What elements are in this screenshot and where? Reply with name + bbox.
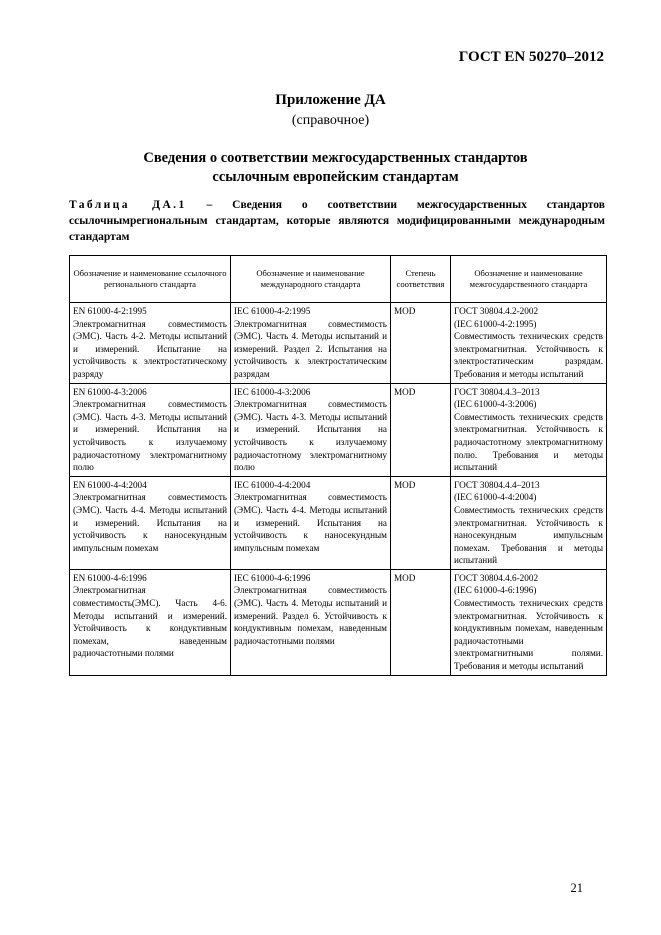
interstate-ref: (IEC 61000-4-2:1995) xyxy=(454,318,537,329)
header-interstate: Обозначение и наименование межгосударственного стандарта xyxy=(451,256,607,303)
cell-regional xyxy=(70,383,231,476)
annex-subtitle: (справочное) xyxy=(291,113,370,128)
correspondence-table xyxy=(69,255,607,676)
interstate-desc: Совместимость технических средств электромагнитная. Устойчивость к электростатическим разрядам. Требования и методы испытаний xyxy=(454,331,603,379)
annex-title: Приложение ДА xyxy=(275,92,386,108)
interstate-ref: (IEC 61000-4-4:2004) xyxy=(454,492,537,503)
regional-desc: Электромагнитная совместимость(ЭМС). Часть 4-6. Методы испытаний и измерений. Устойчивость к кондуктивным помехам, наведенным радиочастотными полями xyxy=(73,585,227,659)
header-regional: Обозначение и наименование ссылочного регионального стандарта xyxy=(70,256,231,303)
intl-code: IEC 61000-4-3:2006 xyxy=(234,386,311,397)
interstate-desc: Совместимость технических средств электромагнитная. Устойчивость к наносекундным импульсным помехам. Требования и методы испытаний xyxy=(454,504,603,566)
intl-desc: Электромагнитная совместимость (ЭМС). Часть 4. Методы испытаний и измерений. Раздел 2. Испытания на устойчивость к электростатическим разрядам xyxy=(234,318,387,379)
page-number: 21 xyxy=(570,881,583,895)
header-degree: Степень соответствия xyxy=(391,256,451,303)
table-row xyxy=(70,476,607,569)
intl-desc: Электромагнитная совместимость (ЭМС). Часть 4-4. Методы испытаний и измерений. Испытания на устойчивость к наносекундным импульсным помехам xyxy=(234,492,387,553)
intl-desc: Электромагнитная совместимость (ЭМС). Часть 4. Методы испытаний и измерений. Раздел 6. Устойчивость к кондуктивным помехам, наведенным радиочастотными полями xyxy=(234,585,387,646)
cell-international xyxy=(231,569,391,675)
table-caption xyxy=(69,197,605,245)
cell-international xyxy=(231,383,391,476)
doc-code: ГОСТ EN 50270–2012 xyxy=(458,49,604,65)
intl-code: IEC 61000-4-6:1996 xyxy=(234,572,311,583)
interstate-desc: Совместимость технических средств электромагнитная. Устойчивость к кондуктивным помехам, наведенным радиочастотными электромагнитными полями. Требования и методы испытаний xyxy=(454,598,603,672)
regional-desc: Электромагнитная совместимость (ЭМС). Часть 4-4. Методы испытаний и измерений. Испытания на устойчивость к наносекундным импульсным помехам xyxy=(73,492,227,553)
cell-interstate xyxy=(451,383,607,476)
interstate-code: ГОСТ 30804.4.3–2013 xyxy=(454,386,540,397)
cell-degree: MOD xyxy=(391,383,451,476)
heading-line-2: ссылочным европейским стандартам xyxy=(212,169,459,185)
cell-international xyxy=(231,476,391,569)
regional-code: EN 61000-4-2:1995 xyxy=(73,306,147,316)
interstate-ref: (IEC 61000-4-6:1996) xyxy=(454,585,537,596)
interstate-code: ГОСТ 30804.4.4–2013 xyxy=(454,479,540,490)
cell-regional xyxy=(70,303,231,384)
section-heading xyxy=(110,149,561,187)
cell-regional xyxy=(70,476,231,569)
cell-interstate xyxy=(451,476,607,569)
interstate-desc: Совместимость технических средств электромагнитная. Устойчивость к радиочастотному электромагнитному полю. Требования и методы испытаний xyxy=(454,411,603,473)
cell-interstate xyxy=(451,569,607,675)
cell-regional xyxy=(70,569,231,675)
table-row xyxy=(70,383,607,476)
intl-desc: Электромагнитная совместимость (ЭМС). Часть 4-3. Методы испытаний и измерений. Испытания на устойчивость к излучаемому радиочастотному электромагнитному полю xyxy=(234,399,387,473)
heading-line-1: Сведения о соответствии межгосударственных стандартов xyxy=(143,150,528,166)
table-row xyxy=(70,569,607,675)
cell-degree: MOD xyxy=(391,303,451,384)
cell-degree: MOD xyxy=(391,476,451,569)
regional-desc: Электромагнитная совместимость (ЭМС). Часть 4-2. Методы испытаний и измерений. Испытание на устойчивость к электростатическому разряду xyxy=(73,318,227,379)
cell-degree: MOD xyxy=(391,569,451,675)
table-row xyxy=(70,303,607,384)
table-caption-text: – Сведения о соответствии межгосударственных стандартов ссылочнымрегиональным стандартам, которые являются модифицированными международным стандартам xyxy=(69,199,605,243)
regional-code: EN 61000-4-6:1996 xyxy=(73,572,147,583)
cell-international xyxy=(231,303,391,384)
intl-code: IEC 61000-4-2:1995 xyxy=(234,306,311,316)
table-caption-label: Таблица ДА.1 xyxy=(69,199,187,211)
table-header-row xyxy=(70,256,607,303)
header-international: Обозначение и наименование международного стандарта xyxy=(231,256,391,303)
interstate-ref: (IEC 61000-4-3:2006) xyxy=(454,399,537,410)
regional-code: EN 61000-4-3:2006 xyxy=(73,386,147,397)
intl-code: IEC 61000-4-4:2004 xyxy=(234,479,311,490)
interstate-code: ГОСТ 30804.4.2-2002 xyxy=(454,306,539,316)
regional-desc: Электромагнитная совместимость (ЭМС). Часть 4-3. Методы испытаний и измерений. Испытания на устойчивость к излучаемому радиочастотному электромагнитному полю xyxy=(73,399,227,473)
regional-code: EN 61000-4-4:2004 xyxy=(73,479,147,490)
cell-interstate xyxy=(451,303,607,384)
interstate-code: ГОСТ 30804.4.6-2002 xyxy=(454,572,539,583)
